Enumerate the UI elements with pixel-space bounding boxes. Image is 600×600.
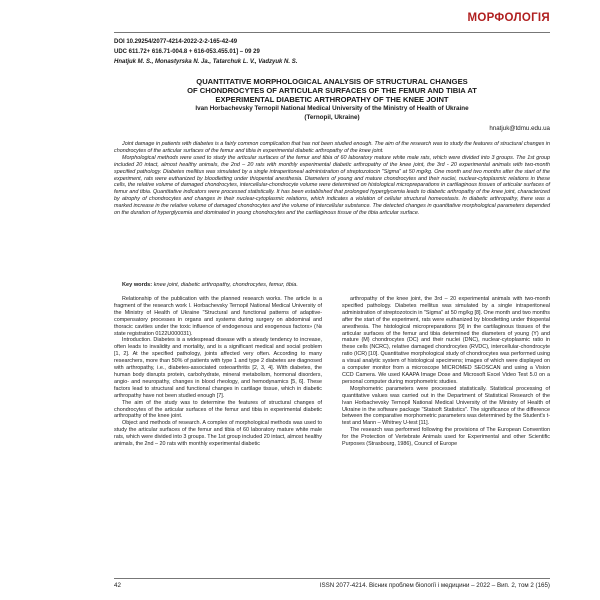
page-number: 42: [114, 582, 121, 589]
running-header: [114, 10, 550, 33]
keywords-text: knee joint, diabetic arthropathy, chondrocytes, femur, tibia.: [153, 282, 298, 288]
body-paragraph: Morphometric parameters were processed statistically. Statistical processing of quantitative values was carried out in the Department of Statistical Research of the Ivan Horbachevsky Ternopil National Medical University of the Ministry of Health of Ukraine in the software package "Statsoft Statistics". The significance of the difference between the comparative morphometric parameters was determined by the Student's t-test and Mann – Whitney U-test [11].: [342, 385, 550, 427]
author-email: hnatjuk@tdmu.edu.ua: [489, 125, 550, 132]
keywords-label: Key words:: [122, 282, 153, 288]
title-line-2: OF CHONDROCYTES OF ARTICULAR SURFACES OF THE FEMUR AND TIBIA AT: [187, 86, 477, 95]
udc-line: UDC 611.72+ 616.71-004.8 + 616-053.455.01] – 09 29: [114, 49, 260, 55]
abstract: [114, 141, 550, 217]
body-paragraph: Introduction. Diabetes is a widespread disease with a steady tendency to increase, often leads to invalidity and mortality, and is a significant medical and social problem [1, 2]. At the specified pathology, joints affected very often. According to many researchers, more than 50% of patients with type 1 and type 2 diabetes are diagnosed with arthropathy, i.e., diabetes-associated osteoarthritis [2, 3, 4]. With diabetes, the human body disrupts protein, carbohydrate, mineral metabolism, hormonal disorders, angio- and neuropathy, changes in blood rheology, and hemodynamics [5, 6]. These factors lead to structural and functional changes in cartilage tissue, which in diabetic arthropathy have not been studied enough [7].: [114, 337, 322, 399]
affiliation-line-2: (Ternopil, Ukraine): [304, 113, 360, 121]
affiliation: [114, 105, 550, 122]
title-line-1: QUANTITATIVE MORPHOLOGICAL ANALYSIS OF STRUCTURAL CHANGES: [196, 77, 468, 86]
section-title: МОРФОЛОГІЯ: [467, 12, 550, 24]
journal-citation: ISSN 2077-4214. Вісник проблем біології і медицини – 2022 – Вип. 2, том 2 (165): [319, 582, 550, 589]
body-column-left: [114, 296, 322, 448]
abstract-paragraph: Morphological methods were used to study the articular surfaces of the femur and tibia of 60 laboratory mature white male rats, which were divided into 3 groups. The 1st group included 20 intact, almost healthy animals, the 2nd – 20 rats with monthly experimental diabetic arthropathy of the knee joint, the 3rd - 20 experimental animals with two-month specified pathology. Diabetes mellitus was simulated by a single intraperitoneal administration of streptozotocin "Sigma" at 50 mg/kg. One month and two months after the start of the experiment, rats were euthanized by bloodletting under thiopental anesthesia. Diameters of young and mature chondrocytes and their nuclei, nuclear-cytoplasmic relations in these cells, the relative volume of damaged chondrocytes, intercellular-chondrocyte volume were determined on histological micropreparations in cartilaginous tissues of articular surfaces of femur and tibia. Quantitative indicators were processed statistically. It has been established that prolonged hyperglycemia leads to diabetic arthropathy of the knee joint, characterized by atrophy of chondrocytes and changes in their nuclear-cytoplasmic relations, which indicates a violation of cellular structural homeostasis. In diabetic arthropathy, there was a marked increase in the relative volume of damaged chondrocytes and the volume of intercellular substance. The detected changes in quantitative morphological parameters depended on the duration of hyperglycemia and dominated in young chondrocytes and the cartilaginous tissue of the tibia articular surface.: [114, 154, 550, 217]
body-paragraph: Object and methods of research. A complex of morphological methods was used to study the articular surfaces of the femur and tibia of 60 laboratory mature white male rats, which were divided into 3 groups. The 1st group included 20 intact, almost healthy animals, the 2nd – 20 rats with monthly experimental diabetic: [114, 420, 322, 448]
article-title: [114, 77, 550, 104]
page-footer: [114, 578, 550, 589]
body-paragraph: The aim of the study was to determine the features of structural changes of chondrocytes of the articular surfaces of the femur and tibia in experimental diabetic arthropathy of the knee joint.: [114, 399, 322, 420]
affiliation-line-1: Ivan Horbachevsky Ternopil National Medical University of the Ministry of Health of Ukraine: [195, 105, 469, 112]
body-paragraph: The research was performed following the provisions of The European Convention for the Protection of Vertebrate Animals used for Experimental and other Scientific Purposes (Strasbourg, 1986), Council of Europe: [342, 427, 550, 448]
doi-line: DOI 10.29254/2077-4214-2022-2-2-165-42-49: [114, 39, 238, 45]
body-column-right: [342, 296, 550, 448]
keywords: [114, 282, 550, 288]
title-line-3: EXPERIMENTAL DIABETIC ARTHROPATHY OF THE KNEE JOINT: [215, 95, 449, 104]
body-paragraph: Relationship of the publication with the planned research works. The article is a fragment of the research work I. Horbachevsky Ternopil National Medical University of the Ministry of Health of Ukraine "Structural and functional patterns of adaptive-compensatory processes in organs and systems during surgery on abdominal and thoracic cavities under the toxic influence of endogenous and exogenous factors» (№ state registration 0122U000031).: [114, 296, 322, 337]
authors-line: Hnatjuk M. S., Monastyrska N. Ja., Tatarchuk L. V., Vadzyuk N. S.: [114, 59, 298, 65]
abstract-paragraph: Joint damage in patients with diabetes is a fairly common complication that has not been studied enough. The aim of the research was to study the features of structural changes in chondrocytes of the articular surfaces of the femur and tibia in experimental diabetic arthropathy of the knee joint.: [114, 141, 550, 154]
body-paragraph: arthropathy of the knee joint, the 3rd – 20 experimental animals with two-month specified pathology. Diabetes mellitus was simulated by a single intraperitoneal administration of streptozotocin in "Sigma" at 50 mg/kg [8]. One month and two months after the start of the experiment, rats were euthanized by bloodletting under thiopental anesthesia. The histological micropreparations [9] in the cartilaginous tissues of the articular surfaces of the femur and tibia determined the diameters of young (Y) and mature (M) chondrocytes (DC) and their nuclei (DNC), nuclear-cytoplasmic ratio in these cells (NCRC), relative damaged chondrocytes (RVDC), intercellular-chondrocyte ratio (ICR) [10]. Quantitative morphological study of chondrocytes was performed using a visual analytic system of histological specimens; images of which were displayed on a computer monitor from a microscope MICROMED SEOSCAN and using a Vision CCD Camera. We used KAAPA Image Dose and Microsoft Excel Video Test 5.0 on a personal computer during morphometric studies.: [342, 296, 550, 385]
